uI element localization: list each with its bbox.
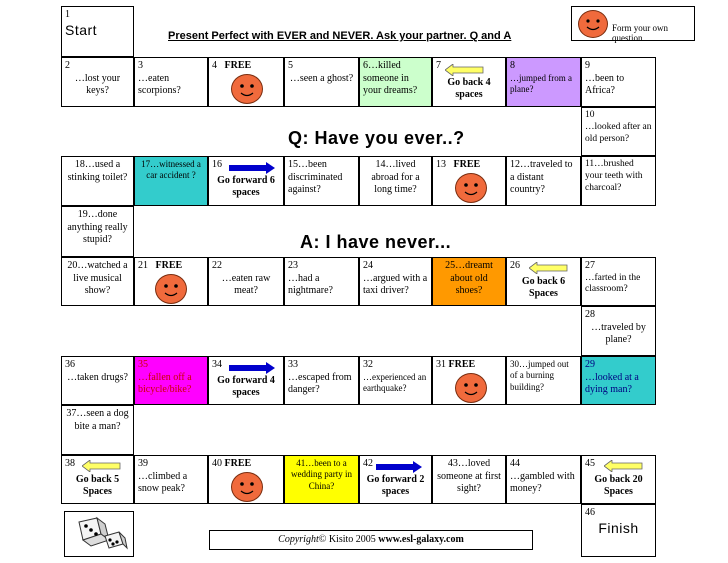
square-8 xyxy=(506,57,581,107)
square-text: Go forward 4 spaces xyxy=(217,374,275,398)
square-text: 18…used a stinking toilet? xyxy=(67,159,128,183)
square-number: 8 xyxy=(510,60,515,71)
square-25 xyxy=(432,257,506,306)
smiley-face-icon xyxy=(455,373,487,403)
square-number: 16 xyxy=(212,159,222,170)
free-label: FREE xyxy=(224,458,252,469)
square-number: 5 xyxy=(288,60,293,71)
square-text: 11…brushed your teeth with charcoal? xyxy=(585,159,643,193)
square-number: 31 xyxy=(436,359,446,370)
square-text: 19…done anything really stupid? xyxy=(67,209,128,245)
square-40-free xyxy=(208,455,284,504)
square-41 xyxy=(284,455,359,504)
square-number: 32 xyxy=(363,359,373,370)
square-13-free xyxy=(432,156,506,206)
square-number: 7 xyxy=(436,60,441,71)
square-text: 12…traveled to a distant country? xyxy=(510,159,573,195)
smiley-face-icon xyxy=(455,173,487,203)
square-11 xyxy=(581,156,656,206)
square-text: …escaped from danger? xyxy=(288,371,352,395)
square-text: …fallen off a bicycle/bike? xyxy=(138,371,192,395)
square-number: 9 xyxy=(585,60,590,71)
square-14 xyxy=(359,156,432,206)
smiley-face-icon xyxy=(231,472,263,502)
square-1-start xyxy=(61,6,134,57)
square-number: 2 xyxy=(65,60,70,71)
back-arrow-icon xyxy=(604,460,644,472)
square-number: 35 xyxy=(138,359,148,370)
square-number: 27 xyxy=(585,260,595,271)
square-9 xyxy=(581,57,656,107)
square-text: Go back 5 Spaces xyxy=(75,473,120,497)
square-26 xyxy=(506,257,581,306)
square-27 xyxy=(581,257,656,306)
page-title: Present Perfect with EVER and NEVER. Ask your partner. Q and A xyxy=(168,30,512,42)
square-34 xyxy=(208,356,284,405)
free-label: FREE xyxy=(224,60,252,71)
square-10 xyxy=(581,107,656,156)
square-text: 15…been discriminated against? xyxy=(288,159,343,195)
square-number: 10 xyxy=(585,110,595,120)
square-text: Go back 4 spaces xyxy=(447,76,491,100)
square-29 xyxy=(581,356,656,405)
square-number: 34 xyxy=(212,359,222,370)
square-text: …seen a ghost? xyxy=(289,72,354,84)
dice-icon xyxy=(65,512,133,556)
square-30 xyxy=(506,356,581,405)
copyright-prefix: Copyright xyxy=(278,534,319,545)
square-19 xyxy=(61,206,134,257)
square-number: 39 xyxy=(138,458,148,469)
form-own-question-box xyxy=(571,6,695,41)
square-text: Go forward 2 spaces xyxy=(366,473,425,497)
square-text: Go forward 6 spaces xyxy=(217,174,275,198)
back-arrow-icon xyxy=(445,64,485,76)
square-text: …lost your keys? xyxy=(74,72,121,96)
square-number: 36 xyxy=(65,359,75,370)
square-number: 13 xyxy=(436,159,446,170)
square-text: 14…lived abroad for a long time? xyxy=(371,159,420,195)
square-32 xyxy=(359,356,432,405)
form-own-question-label: Form your own question xyxy=(612,23,668,43)
square-text: …argued with a taxi driver? xyxy=(363,272,428,296)
square-3 xyxy=(134,57,208,107)
square-4-free xyxy=(208,57,284,107)
square-7 xyxy=(432,57,506,107)
answer-prompt: A: I have never... xyxy=(300,232,452,252)
square-46-finish xyxy=(581,504,656,557)
square-36 xyxy=(61,356,134,405)
square-number: 28 xyxy=(585,309,595,320)
square-text: 20…watched a live musical show? xyxy=(67,260,128,296)
square-44 xyxy=(506,455,581,504)
back-arrow-icon xyxy=(529,262,569,274)
square-12 xyxy=(506,156,581,206)
square-text: 43…loved someone at first sight? xyxy=(437,458,501,494)
square-text: …experienced an earthquake? xyxy=(363,371,427,393)
square-number: 33 xyxy=(288,359,298,370)
square-21-free xyxy=(134,257,208,306)
square-text: …traveled by plane? xyxy=(591,321,646,345)
square-number: 24 xyxy=(363,260,373,271)
forward-arrow-icon xyxy=(229,162,275,174)
square-text: 17…witnessed a car accident ? xyxy=(141,159,201,181)
square-number: 21 xyxy=(138,260,148,271)
square-text: …eaten raw meat? xyxy=(221,272,271,296)
square-31-free xyxy=(432,356,506,405)
square-number: 26 xyxy=(510,260,520,271)
square-text: …looked after an old person? xyxy=(585,121,652,144)
square-text: …taken drugs? xyxy=(67,371,128,383)
square-42 xyxy=(359,455,432,504)
square-text: …jumped from a plane? xyxy=(510,72,572,94)
square-text: …climbed a snow peak? xyxy=(138,470,188,494)
square-number: 1 xyxy=(65,9,70,20)
square-23 xyxy=(284,257,359,306)
square-text: 25…dreamt about old shoes? xyxy=(445,260,493,296)
square-35 xyxy=(134,356,208,405)
square-37 xyxy=(61,405,134,455)
square-text: …gambled with money? xyxy=(510,470,575,494)
square-6 xyxy=(359,57,432,107)
square-text: Go back 6 Spaces xyxy=(521,275,566,299)
square-5 xyxy=(284,57,359,107)
square-18 xyxy=(61,156,134,206)
smiley-face-icon xyxy=(231,74,263,104)
square-number: 40 xyxy=(212,458,222,469)
square-43 xyxy=(432,455,506,504)
smiley-face-icon xyxy=(155,274,187,304)
square-number: 4 xyxy=(212,60,217,71)
forward-arrow-icon xyxy=(376,461,422,473)
forward-arrow-icon xyxy=(229,362,275,374)
square-number: 46 xyxy=(585,507,595,518)
square-number: 29 xyxy=(585,359,595,370)
square-text: …had a nightmare? xyxy=(288,272,333,296)
square-16 xyxy=(208,156,284,206)
square-number: 6…killed xyxy=(363,60,401,71)
copyright-notice xyxy=(209,530,533,550)
start-label: Start xyxy=(65,21,98,38)
square-text: …looked at a dying man? xyxy=(585,371,639,395)
smiley-face-icon xyxy=(578,10,608,38)
finish-label: Finish xyxy=(598,519,639,536)
question-prompt: Q: Have you ever..? xyxy=(288,128,465,148)
square-text: Go back 20 Spaces xyxy=(594,473,643,497)
square-45 xyxy=(581,455,656,504)
copyright-site-link[interactable]: www.esl-galaxy.com xyxy=(378,534,464,545)
square-text: …eaten scorpions? xyxy=(138,72,181,96)
square-text: 41…been to a wedding party in China? xyxy=(291,458,352,491)
square-number: 45 xyxy=(585,458,595,469)
square-17 xyxy=(134,156,208,206)
square-38 xyxy=(61,455,134,504)
square-text: …been to Africa? xyxy=(585,72,625,96)
square-number: 3 xyxy=(138,60,143,71)
dice-image xyxy=(64,511,134,557)
square-39 xyxy=(134,455,208,504)
square-20 xyxy=(61,257,134,306)
free-label: FREE xyxy=(155,260,183,271)
back-arrow-icon xyxy=(82,460,122,472)
square-text: …farted in the classroom? xyxy=(585,272,641,295)
copyright-mid: © Kisito 2005 xyxy=(318,534,379,545)
square-33 xyxy=(284,356,359,405)
square-24 xyxy=(359,257,432,306)
square-number: 38 xyxy=(65,458,75,469)
square-text: someone in your dreams? xyxy=(363,72,418,96)
square-number: 44 xyxy=(510,458,520,469)
square-number: 23 xyxy=(288,260,298,271)
square-text: 37…seen a dog bite a man? xyxy=(66,408,129,432)
square-number: 42 xyxy=(363,458,373,469)
square-number: 22 xyxy=(212,260,222,271)
square-15 xyxy=(284,156,359,206)
square-text: 30…jumped out of a burning building? xyxy=(510,359,569,392)
free-label: FREE xyxy=(453,159,481,170)
square-22 xyxy=(208,257,284,306)
free-label: FREE xyxy=(448,359,476,370)
square-28 xyxy=(581,306,656,356)
square-2 xyxy=(61,57,134,107)
